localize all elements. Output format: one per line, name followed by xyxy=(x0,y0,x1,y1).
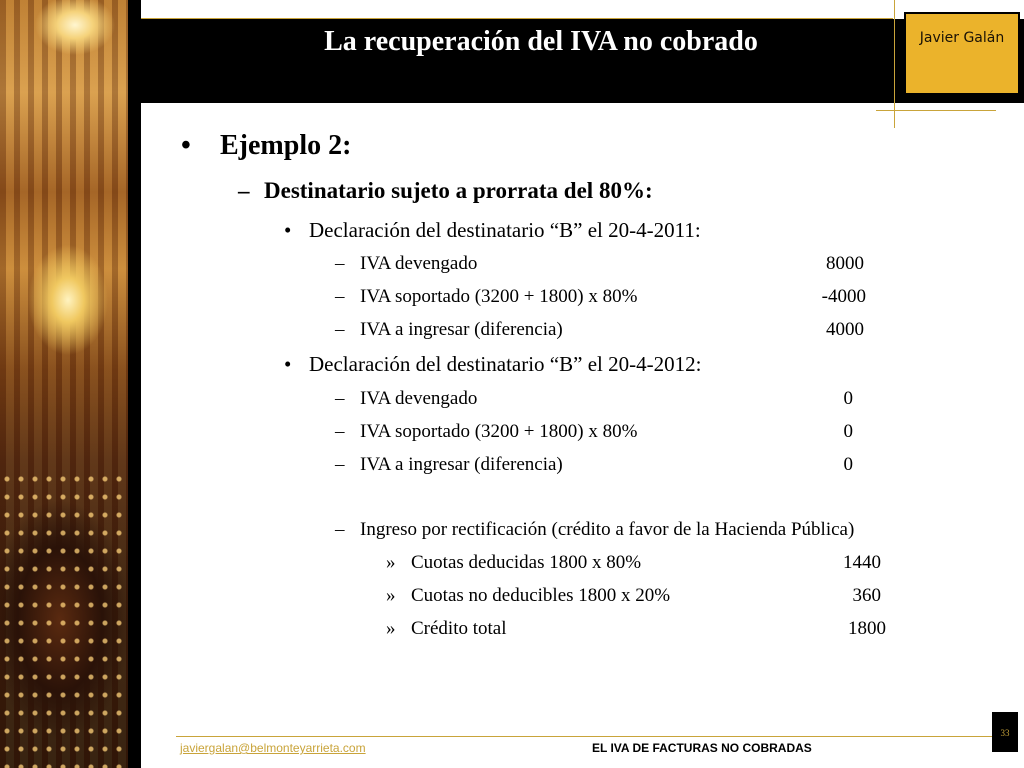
declaration-title-2012: Declaración del destinatario “B” el 20-4-2012: xyxy=(309,352,702,376)
footer-email-link[interactable]: javiergalan@belmonteyarrieta.com xyxy=(180,741,366,755)
list-item-value: 0 xyxy=(843,388,853,409)
slide-title: La recuperación del IVA no cobrado xyxy=(324,26,758,57)
dash-icon: – xyxy=(335,319,345,340)
heading: Ejemplo 2: xyxy=(220,130,352,161)
logo xyxy=(904,12,1020,95)
list-item-value: 360 xyxy=(852,585,881,606)
library-photo xyxy=(0,0,128,768)
footer-divider xyxy=(176,736,992,737)
list-item-label: IVA a ingresar (diferencia) xyxy=(360,319,563,340)
list-item-label: IVA soportado (3200 + 1800) x 80% xyxy=(360,421,638,442)
divider xyxy=(894,0,895,128)
list-item-label: IVA devengado xyxy=(360,388,478,409)
dash-icon: – xyxy=(335,421,345,442)
list-item-label: Cuotas no deducibles 1800 x 20% xyxy=(411,585,671,606)
dash-icon: – xyxy=(335,286,345,307)
bullet-icon: • xyxy=(284,352,292,376)
dash-icon: – xyxy=(335,454,345,475)
dash-icon: – xyxy=(335,519,345,540)
list-item-value: 1800 xyxy=(848,618,886,639)
bullet-icon: • xyxy=(284,218,292,242)
list-item-value: -4000 xyxy=(821,286,866,307)
list-item-value: 0 xyxy=(843,454,853,475)
side-strip xyxy=(128,0,141,768)
list-item-label: Cuotas deducidas 1800 x 80% xyxy=(411,552,642,573)
bullet-icon: • xyxy=(181,130,191,161)
dash-icon: – xyxy=(238,178,250,203)
list-item-value: 1440 xyxy=(843,552,881,573)
subheading: Destinatario sujeto a prorrata del 80%: xyxy=(264,178,653,203)
page-number: 33 xyxy=(1000,728,1010,738)
list-item-value: 0 xyxy=(843,421,853,442)
rectification-title: Ingreso por rectificación (crédito a favor de la Hacienda Pública) xyxy=(360,519,855,540)
raquo-icon: » xyxy=(386,552,396,573)
list-item-value: 8000 xyxy=(826,253,864,274)
divider xyxy=(876,110,996,111)
declaration-title-2011: Declaración del destinatario “B” el 20-4-2011: xyxy=(309,218,701,242)
raquo-icon: » xyxy=(386,618,396,639)
list-item-label: IVA devengado xyxy=(360,253,478,274)
divider xyxy=(141,18,893,19)
list-item-label: Crédito total xyxy=(411,618,507,639)
dash-icon: – xyxy=(335,253,345,274)
raquo-icon: » xyxy=(386,585,396,606)
logo-text: Javier Galán xyxy=(919,30,1005,46)
footer-title: EL IVA DE FACTURAS NO COBRADAS xyxy=(592,741,812,755)
list-item-value: 4000 xyxy=(826,319,864,340)
dash-icon: – xyxy=(335,388,345,409)
list-item-label: IVA soportado (3200 + 1800) x 80% xyxy=(360,286,638,307)
list-item-label: IVA a ingresar (diferencia) xyxy=(360,454,563,475)
